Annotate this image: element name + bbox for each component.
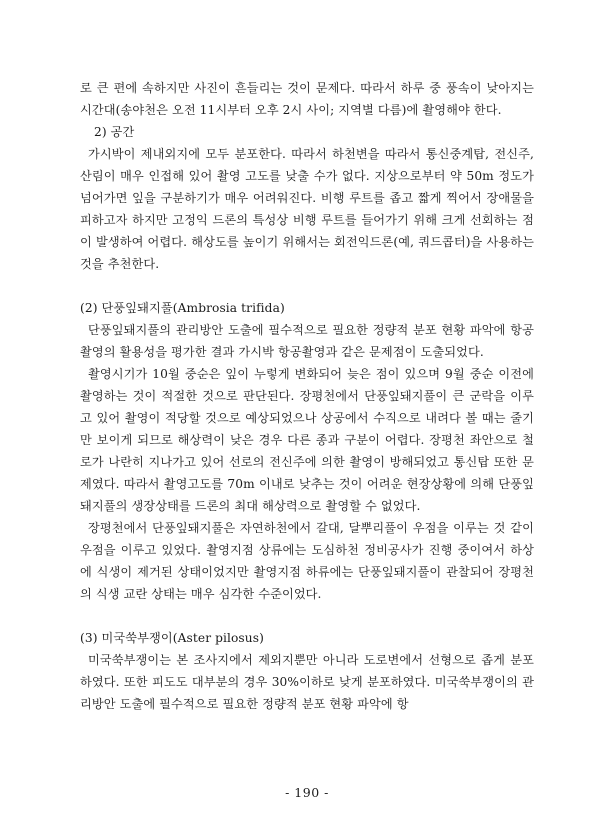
page-number: - 190 -: [285, 785, 329, 800]
paragraph-wind-timing: 로 큰 편에 속하지만 사진이 흔들리는 것이 문제다. 따라서 하루 중 풍속이 낮아지는 시간대(송야천은 오전 11시부터 오후 2시 사이; 지역별 다름)에 촬영해야 한다.: [80, 81, 534, 117]
paragraph-space: 가시박이 제내외지에 모두 분포한다. 따라서 하천변을 따라서 통신중계탑, 전신주, 산림이 매우 인접해 있어 촬영 고도를 낮출 수가 없다. 지상으로부터 약 50m 정도가 넘어가면 잎을 구분하기가 매우 어려워진다. 비행 루트를 좁고 짧게 찍어서 장애물을 피하고자 하지만 고정익 드론의 특성상 비행 루트를 들어가기 위해 크게 선회하는 점이 발생하여 어렵다. 해상도를 높이기 위해서는 회전익드론(예, 쿼드콥터)을 사용하는 것을 추천한다.: [80, 147, 534, 271]
paragraph-ambrosia-timing: 촬영시기가 10월 중순은 잎이 누렇게 변화되어 늦은 점이 있으며 9월 중순 이전에 촬영하는 것이 적절한 것으로 판단된다. 장평천에서 단풍잎돼지풀이 큰 군락을 이루고 있어 촬영이 적당할 것으로 예상되었으나 상공에서 수직으로 내려다 볼 때는 줄기만 보이게 되므로 해상력이 낮은 경우 다른 종과 구분이 어렵다. 장평천 좌안으로 철로가 나란히 지나가고 있어 선로의 전신주에 의한 촬영이 방해되었고 통신탑 또한 문제였다. 따라서 촬영고도를 70m 이내로 낮추는 것이 어려운 현장상황에 의해 단풍잎돼지풀의 생장상태를 드론의 최대 해상력으로 촬영할 수 없었다.: [80, 367, 534, 513]
paragraph-ambrosia-dominance: 장평천에서 단풍잎돼지풀은 자연하천에서 갈대, 달뿌리풀이 우점을 이루는 것 같이 우점을 이루고 있었다. 촬영지점 상류에는 도심하천 정비공사가 진행 중이여서 하상에 식생이 제거된 상태이었지만 촬영지점 하류에는 단풍잎돼지풀이 관찰되어 장평천의 식생 교란 상태는 매우 심각한 수준이었다.: [80, 521, 534, 601]
subheading-space: 2) 공간: [94, 125, 135, 139]
paragraph-ambrosia-intro: 단풍잎돼지풀의 관리방안 도출에 필수적으로 필요한 정량적 분포 현황 파악에 항공촬영의 활용성을 평가한 결과 가시박 항공촬영과 같은 문제점이 도출되었다.: [80, 323, 534, 359]
spacer: [80, 605, 534, 627]
paragraph-aster-intro: 미국쑥부쟁이는 본 조사지에서 제외지뿐만 아니라 도로변에서 선형으로 좁게 분포하였다. 또한 피도도 대부분의 경우 30%이하로 낮게 분포하였다. 미국쑥부쟁이의 관리방안 도출에 필수적으로 필요한 정량적 분포 현황 파악에 항: [80, 653, 534, 711]
heading-aster: (3) 미국쑥부쟁이(Aster pilosus): [80, 631, 264, 645]
spacer: [80, 275, 534, 297]
page-body: [80, 77, 534, 715]
heading-ambrosia: (2) 단풍잎돼지풀(Ambrosia trifida): [80, 301, 285, 315]
